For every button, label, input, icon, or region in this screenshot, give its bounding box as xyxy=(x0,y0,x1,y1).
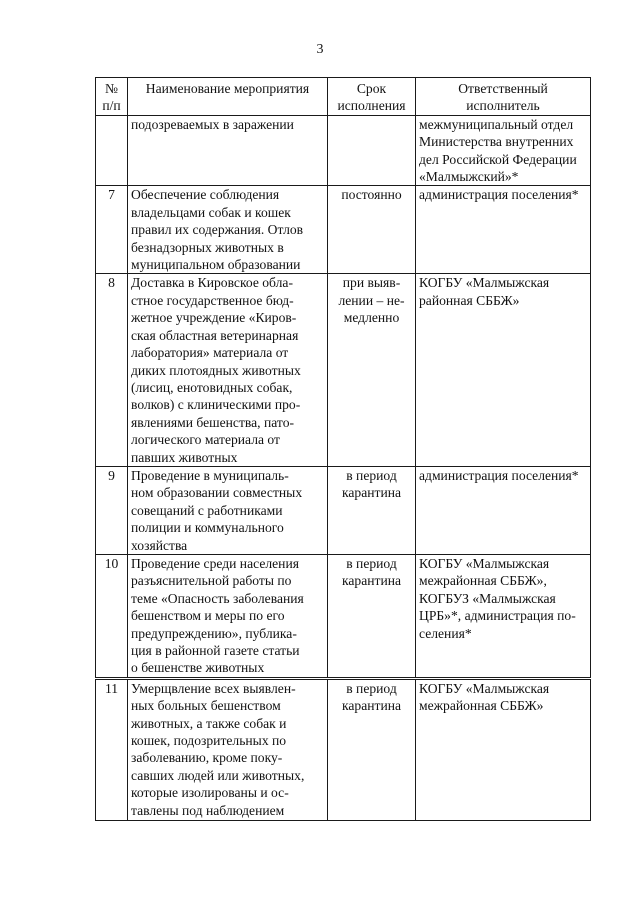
table-row xyxy=(96,186,591,274)
row-measure-name: Умерщвление всех выявлен- ных больных бешенством животных, а также собак и кошек, подозрительных по заболеванию, кроме поку- савших людей или животных, которые изолированы и ос- тавлены под наблюдением xyxy=(128,678,328,820)
table-row xyxy=(96,466,591,554)
row-deadline xyxy=(328,115,416,186)
row-deadline: в период карантина xyxy=(328,678,416,820)
row-deadline: в период карантина xyxy=(328,554,416,678)
page-number: 3 xyxy=(316,42,324,57)
row-number: 7 xyxy=(96,186,128,274)
measures-table xyxy=(95,77,591,821)
row-deadline: постоянно xyxy=(328,186,416,274)
table-header-row xyxy=(96,78,591,116)
table-row xyxy=(96,554,591,678)
row-deadline: в период карантина xyxy=(328,466,416,554)
row-measure-name: Проведение в муниципаль- ном образовании совместных совещаний с работниками полиции и коммунального хозяйства xyxy=(128,466,328,554)
row-responsible: межмуниципальный отдел Министерства внутренних дел Российской Федерации «Малмыжский»* xyxy=(416,115,591,186)
row-number: 10 xyxy=(96,554,128,678)
row-responsible: КОГБУ «Малмыжская межрайонная СББЖ» xyxy=(416,678,591,820)
header-measure-name: Наименование мероприятия xyxy=(128,78,328,116)
header-responsible: Ответственный исполнитель xyxy=(416,78,591,116)
table-row xyxy=(96,115,591,186)
header-deadline: Срок исполнения xyxy=(328,78,416,116)
row-measure-name: Проведение среди населения разъяснительной работы по теме «Опасность заболевания бешенством и меры по его предупреждению», публика- ция в районной газете статьи о бешенстве животных xyxy=(128,554,328,678)
row-measure-name: Обеспечение соблюдения владельцами собак и кошек правил их содержания. Отлов безнадзорных животных в муниципальном образовании xyxy=(128,186,328,274)
row-measure-name: Доставка в Кировское обла- стное государственное бюд- жетное учреждение «Киров- ская областная ветеринарная лаборатория» материала от диких плотоядных животных (лисиц, енотовидных собак, волков) с клиническими про- явлениями бешенства, пато- логического материала от павших животных xyxy=(128,274,328,466)
row-number: 11 xyxy=(96,678,128,820)
row-number xyxy=(96,115,128,186)
row-responsible: администрация поселения* xyxy=(416,466,591,554)
row-number: 9 xyxy=(96,466,128,554)
row-responsible: КОГБУ «Малмыжская межрайонная СББЖ», КОГБУЗ «Малмыжская ЦРБ»*, администрация по- селения* xyxy=(416,554,591,678)
table-row xyxy=(96,274,591,466)
row-number: 8 xyxy=(96,274,128,466)
row-measure-name: подозреваемых в заражении xyxy=(128,115,328,186)
table-row xyxy=(96,678,591,820)
row-responsible: администрация поселения* xyxy=(416,186,591,274)
row-deadline: при выяв- лении – не- медленно xyxy=(328,274,416,466)
header-number: № п/п xyxy=(96,78,128,116)
row-responsible: КОГБУ «Малмыжская районная СББЖ» xyxy=(416,274,591,466)
